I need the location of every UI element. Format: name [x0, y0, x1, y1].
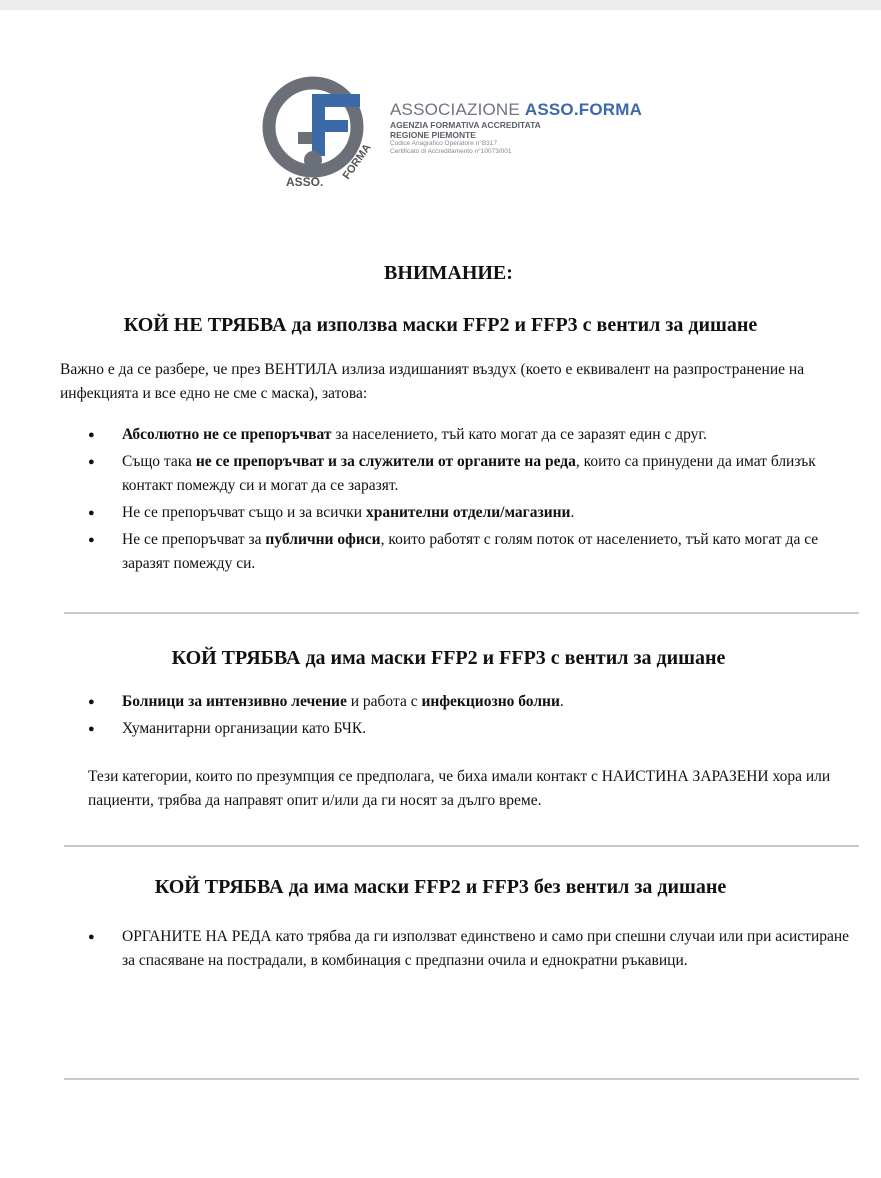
svg-text:ASSO.: ASSO.: [286, 175, 324, 189]
list-item: ● ОРГАНИТЕ НА РЕДА като трябва да ги използват единствено и само при спешни случаи или при асистиране за спасяване на пострадали, в комбинация с предпазни очила и еднократни ръкавици.: [88, 925, 858, 973]
list-item: ● Абсолютно не се препоръчват за населението, тъй като могат да се заразят един с друг.: [88, 423, 848, 447]
section2-list: [88, 690, 848, 744]
section2-title: КОЙ ТРЯБВА да има маски FFP2 и FFP3 с вентил за дишане: [171, 647, 726, 669]
attention-heading: ВНИМАНИЕ:: [384, 262, 513, 284]
list-item: ● Също така не се препоръчват и за служители от органите на реда, които са принудени да имат близък контакт помежду си и могат да се заразят.: [88, 450, 848, 498]
organization-block: [390, 100, 642, 156]
organization-line-4: Codice Anagrafico Operatore n°B317: [390, 140, 498, 147]
list-item: ● Хуманитарни организации като БЧК.: [88, 717, 848, 741]
top-bar: [0, 0, 881, 10]
list-item: ● Болници за интензивно лечение и работа с инфекциозно болни.: [88, 690, 848, 714]
section3-title: КОЙ ТРЯБВА да има маски FFP2 и FFP3 без вентил за дишане: [154, 876, 727, 898]
document-page: [0, 10, 881, 1178]
divider: [64, 845, 859, 847]
section1-title: КОЙ НЕ ТРЯБВА да използва маски FFP2 и FFP3 с вентил за дишане: [123, 314, 758, 336]
divider: [64, 612, 859, 614]
svg-text:FORMA: FORMA: [340, 141, 374, 182]
organization-name: ASSOCIAZIONE ASSO.FORMA: [390, 100, 643, 119]
divider: [64, 1078, 859, 1080]
list-item: ● Не се препоръчват за публични офиси, които работят с голям поток от населението, тъй като могат да се заразят помежду си.: [88, 528, 848, 576]
section2-note: Тези категории, които по презумпция се предполага, че биха имали контакт с НАИСТИНА ЗАРАЗЕНИ хора или пациенти, трябва да направят опит и/или да ги носят за дълго време.: [88, 768, 831, 809]
section1-list: [88, 423, 848, 579]
section1-intro: Важно е да се разбере, че през ВЕНТИЛА излиза издишаният въздух (което е еквивалент на разпространение на инфекцията и все едно не сме с маска), затова:: [60, 361, 805, 402]
list-item: ● Не се препоръчват също и за всички хранителни отдели/магазини.: [88, 501, 848, 525]
section3-list: [88, 925, 858, 976]
organization-line-2: AGENZIA FORMATIVA ACCREDITATA: [390, 120, 541, 130]
asso-forma-logo: [256, 72, 386, 190]
organization-line-5: Certificato di Accreditamento n°10073/001: [390, 148, 512, 155]
organization-line-3: REGIONE PIEMONTE: [390, 130, 476, 140]
